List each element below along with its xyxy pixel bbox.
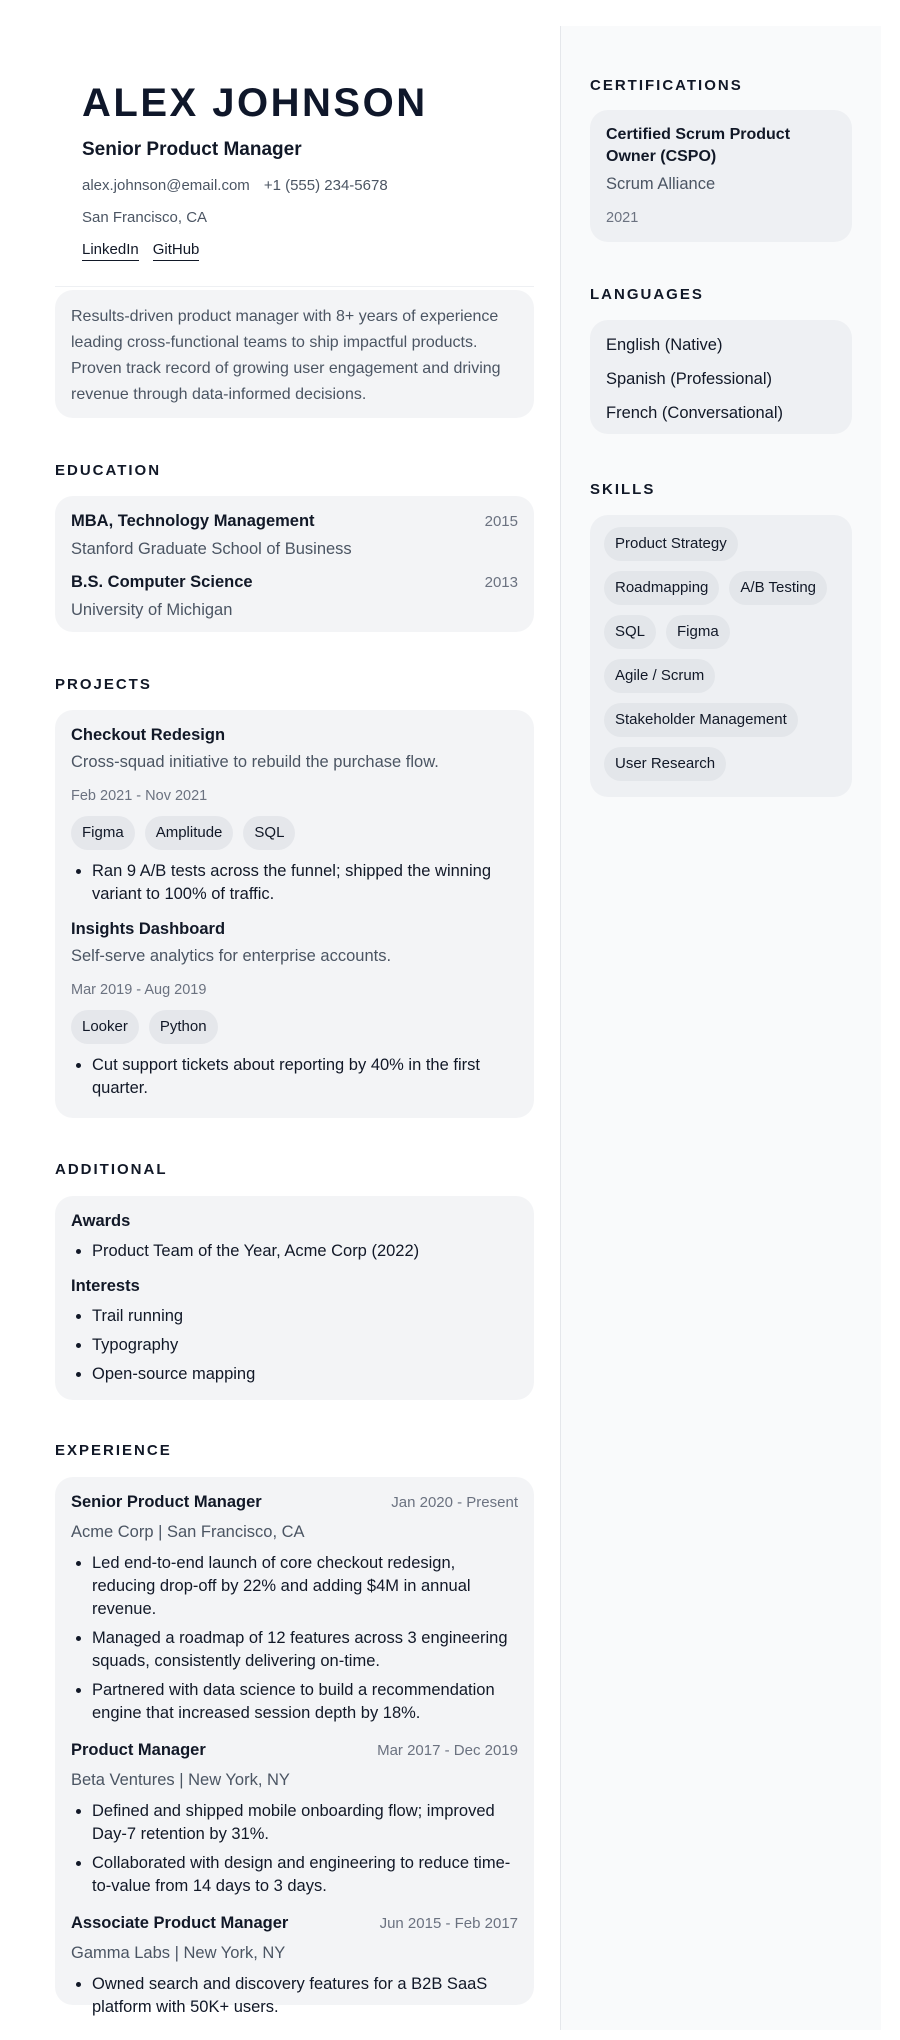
degree-year: 2015	[484, 513, 518, 530]
project-tools	[71, 816, 518, 850]
project-name: Insights Dashboard	[71, 920, 226, 938]
skill-chip: User Research	[604, 747, 726, 781]
certification-name: Certified Scrum Product Owner (CSPO)	[606, 126, 791, 165]
language-item: English (Native)	[606, 336, 723, 354]
skill-chip: A/B Testing	[729, 571, 827, 605]
tool-chip: Python	[149, 1010, 218, 1044]
job-bullet: • Led end-to-end launch of core checkout redesign, reducing drop-off by 22% and adding $4M in annual revenue.	[92, 1552, 518, 1621]
education-item	[71, 571, 518, 622]
skill-chip: Roadmapping	[604, 571, 719, 605]
candidate-name: ALEX JOHNSON	[82, 81, 428, 125]
tool-chip: SQL	[243, 816, 295, 850]
certification-card	[590, 110, 852, 242]
education-card	[55, 496, 534, 632]
languages-heading: LANGUAGES	[590, 286, 704, 303]
tool-chip: Amplitude	[145, 816, 234, 850]
job-bullet: • Managed a roadmap of 12 features across 3 engineering squads, consistently delivering on-time.	[92, 1627, 518, 1673]
project-tools	[71, 1010, 518, 1044]
skill-chip: SQL	[604, 615, 656, 649]
degree-name: B.S. Computer Science	[71, 573, 253, 591]
email-text[interactable]: alex.johnson@email.com	[82, 177, 250, 194]
tool-chip: Looker	[71, 1010, 139, 1044]
project-bullets	[71, 860, 518, 906]
profile-links	[82, 240, 522, 260]
sidebar-column	[560, 26, 881, 2030]
education-heading: EDUCATION	[55, 462, 162, 479]
language-item: French (Conversational)	[606, 404, 783, 422]
project-description: Self-serve analytics for enterprise accounts.	[71, 947, 392, 965]
certification-org: Scrum Alliance	[606, 175, 716, 193]
job-bullets	[71, 1800, 518, 1898]
awards-list	[71, 1240, 518, 1263]
job-bullets	[71, 1552, 518, 1725]
location-text: San Francisco, CA	[82, 209, 208, 226]
job-role: Senior Product Manager	[71, 1493, 262, 1511]
skills-card	[590, 515, 852, 797]
project-name: Checkout Redesign	[71, 726, 226, 744]
education-item	[71, 510, 518, 561]
job-company: Gamma Labs | New York, NY	[71, 1944, 286, 1962]
project-item	[71, 918, 518, 1100]
skill-chip: Stakeholder Management	[604, 703, 798, 737]
degree-year: 2013	[484, 574, 518, 591]
skills-heading: SKILLS	[590, 481, 656, 498]
job-company: Acme Corp | San Francisco, CA	[71, 1523, 305, 1541]
github-link[interactable]: GitHub	[153, 241, 200, 261]
tool-chip: Figma	[71, 816, 135, 850]
certifications-heading: CERTIFICATIONS	[590, 77, 743, 94]
project-bullet: • Cut support tickets about reporting by 40% in the first quarter.	[92, 1054, 518, 1100]
project-bullets	[71, 1054, 518, 1100]
certification-year: 2021	[606, 210, 639, 226]
job-dates: Mar 2017 - Dec 2019	[377, 1742, 518, 1759]
contact-row	[82, 176, 522, 196]
experience-item	[71, 1912, 518, 2019]
degree-name: MBA, Technology Management	[71, 512, 315, 530]
job-bullet: • Collaborated with design and engineering to reduce time-to-value from 14 days to 3 days.	[92, 1852, 518, 1898]
experience-heading: EXPERIENCE	[55, 1442, 172, 1459]
job-bullet: • Owned search and discovery features for a B2B SaaS platform with 50K+ users.	[92, 1973, 518, 2019]
project-dates: Feb 2021 - Nov 2021	[71, 788, 208, 804]
project-dates: Mar 2019 - Aug 2019	[71, 982, 207, 998]
job-dates: Jan 2020 - Present	[391, 1494, 518, 1511]
awards-label: Awards	[71, 1212, 131, 1230]
skill-chip: Figma	[666, 615, 730, 649]
experience-item	[71, 1739, 518, 1898]
project-item	[71, 724, 518, 906]
interest-item: • Typography	[92, 1334, 518, 1357]
award-item: • Product Team of the Year, Acme Corp (2022)	[92, 1240, 518, 1263]
header-divider	[55, 286, 534, 287]
interests-list	[71, 1305, 518, 1386]
job-bullet: • Partnered with data science to build a recommendation engine that increased session depth by 18%.	[92, 1679, 518, 1725]
languages-card	[590, 320, 852, 434]
interest-item: • Open-source mapping	[92, 1363, 518, 1386]
language-item: Spanish (Professional)	[606, 370, 772, 388]
experience-card	[55, 1477, 534, 2016]
job-company: Beta Ventures | New York, NY	[71, 1771, 290, 1789]
job-bullets	[71, 1973, 518, 2019]
candidate-title: Senior Product Manager	[82, 139, 302, 160]
experience-item	[71, 1491, 518, 1725]
project-description: Cross-squad initiative to rebuild the purchase flow.	[71, 753, 439, 771]
additional-heading: ADDITIONAL	[55, 1161, 168, 1178]
linkedin-link[interactable]: LinkedIn	[82, 241, 139, 261]
school-name: University of Michigan	[71, 601, 233, 619]
projects-heading: PROJECTS	[55, 676, 152, 693]
skill-chip: Product Strategy	[604, 527, 738, 561]
summary-card: Results-driven product manager with 8+ years of experience leading cross-functional teams to ship impactful products. Proven track record of growing user engagement and driving revenue through data-informed decisions.	[55, 290, 534, 418]
project-bullet: • Ran 9 A/B tests across the funnel; shipped the winning variant to 100% of traffic.	[92, 860, 518, 906]
interest-item: • Trail running	[92, 1305, 518, 1328]
school-name: Stanford Graduate School of Business	[71, 540, 352, 558]
projects-card	[55, 710, 534, 1118]
phone-text[interactable]: +1 (555) 234-5678	[263, 177, 388, 194]
additional-card	[55, 1196, 534, 1400]
skill-chip: Agile / Scrum	[604, 659, 715, 693]
resume-header	[82, 80, 522, 260]
job-role: Associate Product Manager	[71, 1914, 289, 1932]
job-bullet: • Defined and shipped mobile onboarding flow; improved Day-7 retention by 31%.	[92, 1800, 518, 1846]
job-dates: Jun 2015 - Feb 2017	[379, 1915, 518, 1932]
interests-label: Interests	[71, 1277, 140, 1295]
job-role: Product Manager	[71, 1741, 206, 1759]
